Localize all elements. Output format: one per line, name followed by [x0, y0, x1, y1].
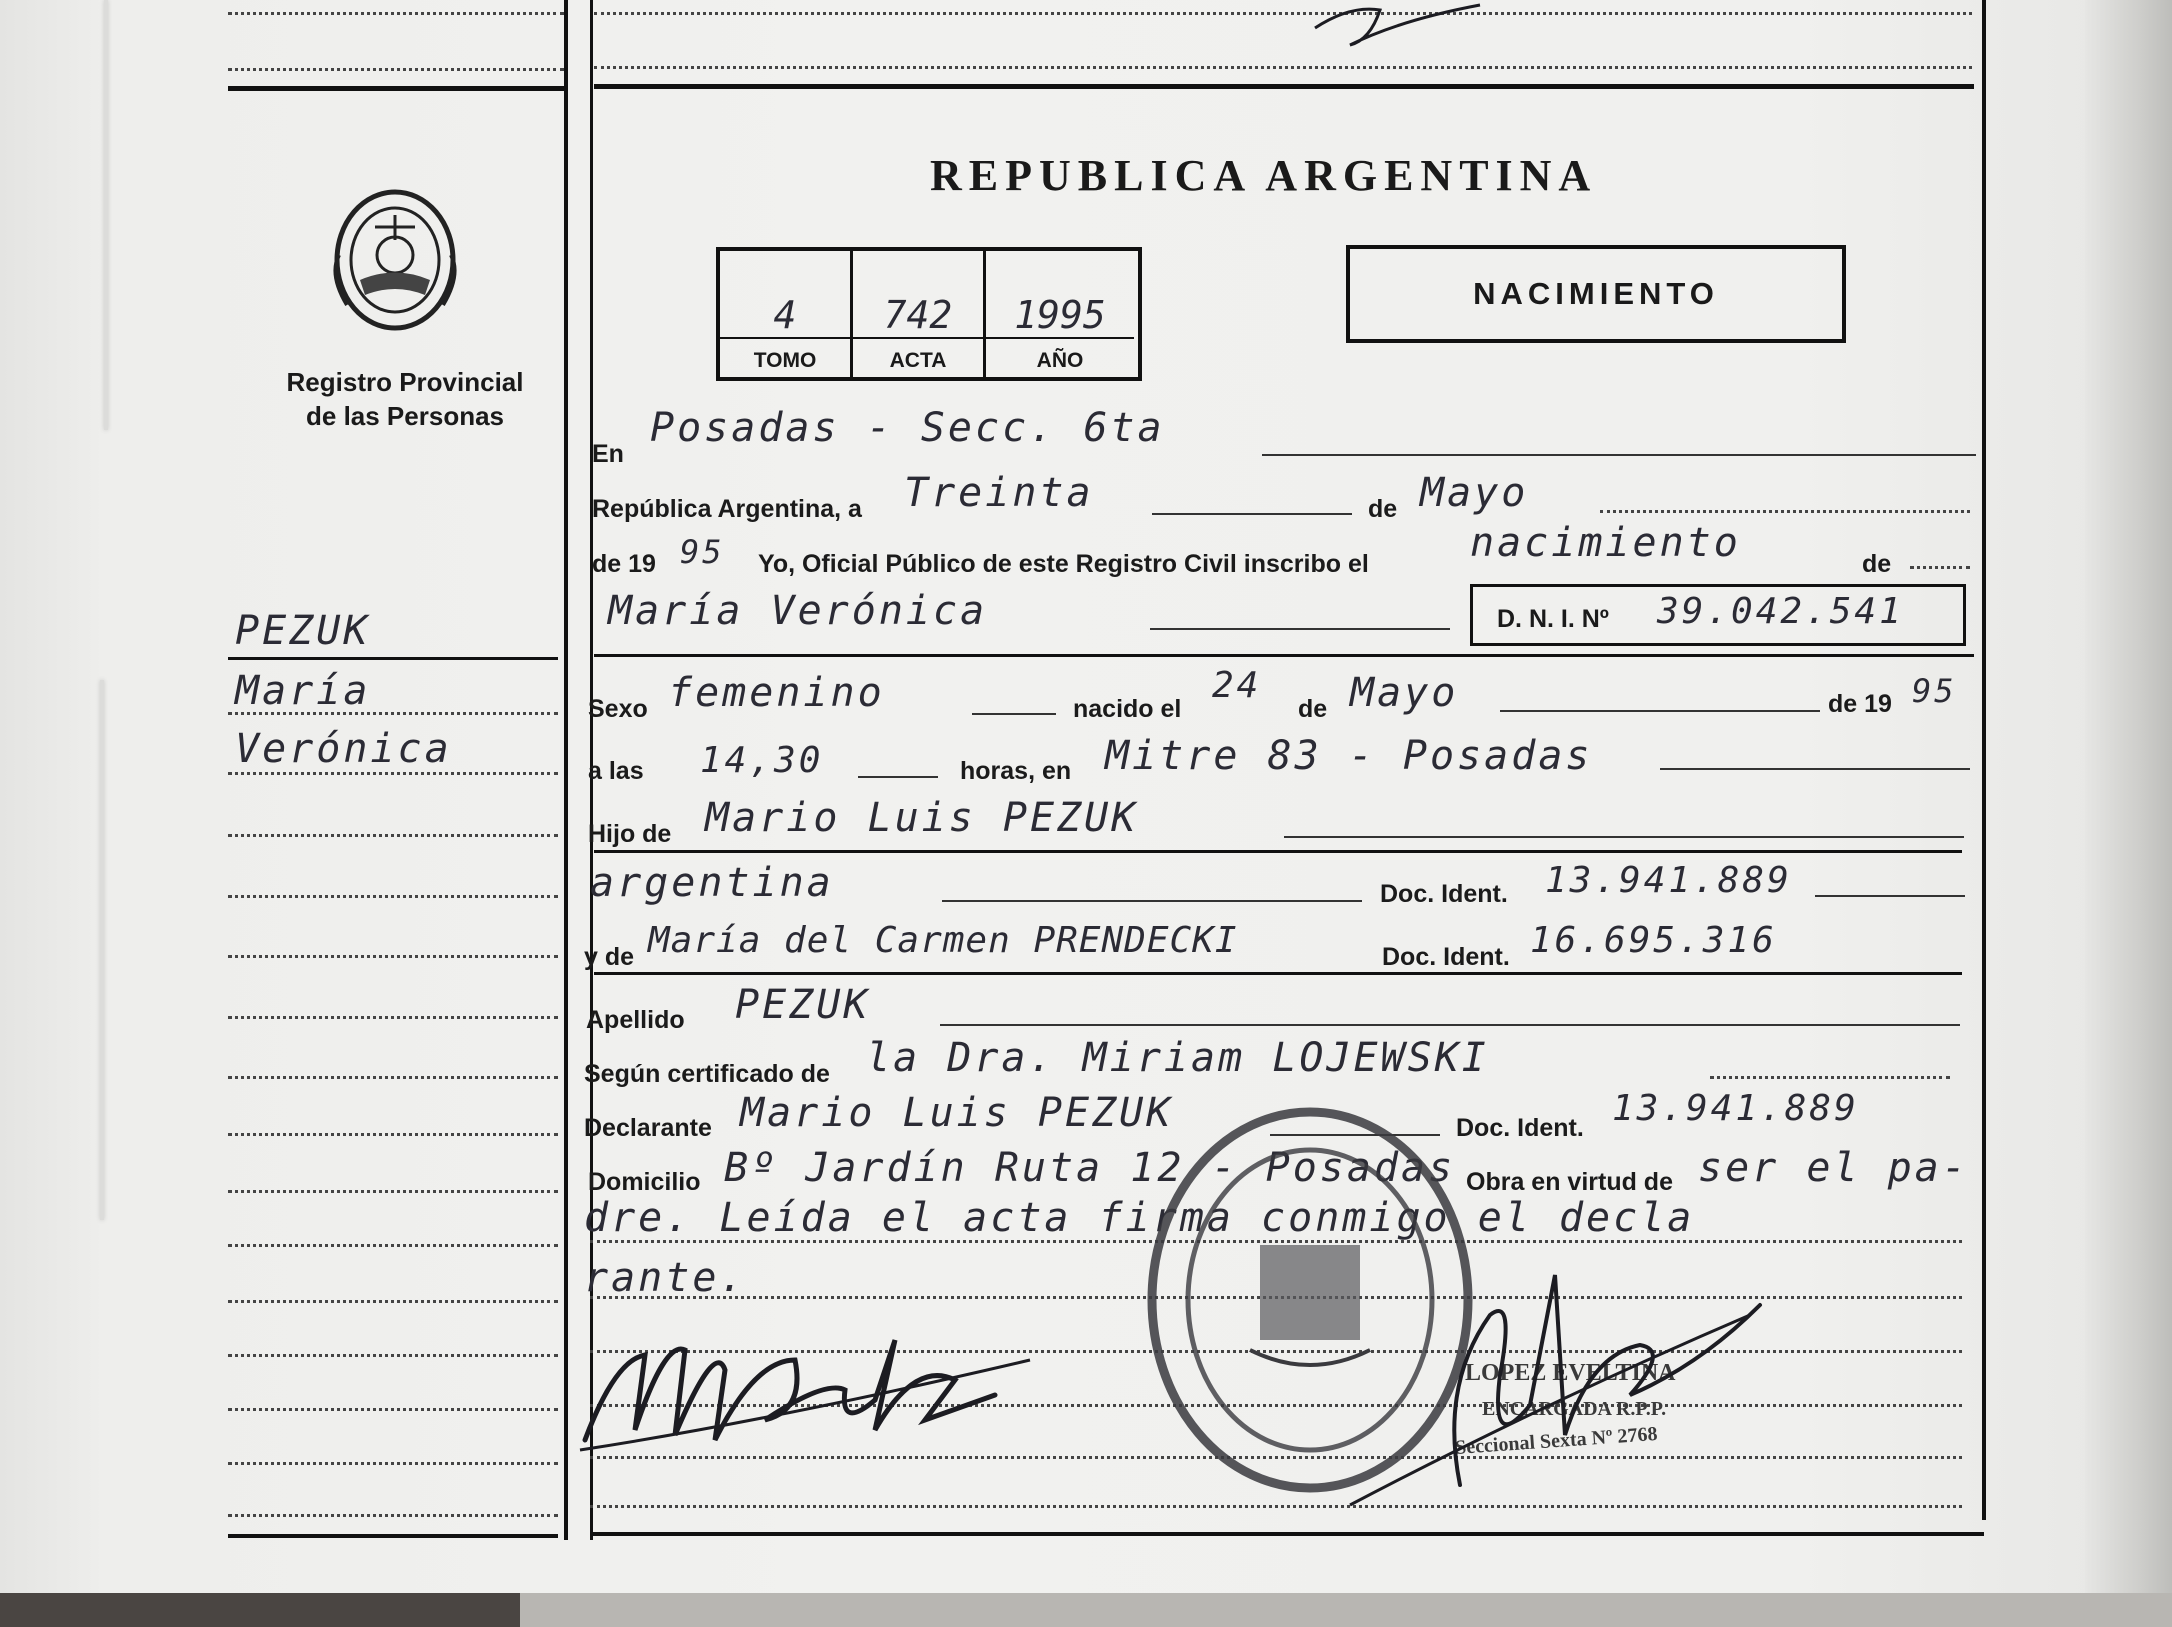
- dotted-line: [228, 1354, 558, 1357]
- doc-ident-label: Doc. Ident.: [1380, 880, 1508, 908]
- fill-line: [1815, 895, 1965, 897]
- declarante-label: Declarante: [584, 1114, 712, 1142]
- tomo-value: 4: [773, 293, 797, 337]
- sexo-label: Sexo: [588, 695, 648, 723]
- officer-section: Seccional Sexta Nº 2768: [1454, 1422, 1659, 1460]
- time-value: 14,30: [700, 740, 824, 781]
- dotted-line: [228, 1190, 558, 1193]
- divider: [594, 850, 1962, 853]
- ano-label: AÑO: [1036, 349, 1084, 372]
- alas-label: a las: [588, 757, 644, 785]
- year-value: 95: [680, 533, 725, 571]
- dotted-line: [228, 1462, 558, 1465]
- dotted-line: [228, 1076, 558, 1079]
- tomo-label: TOMO: [753, 349, 817, 372]
- ano-value: 1995: [1014, 293, 1106, 337]
- margin-middlename: Verónica: [235, 726, 452, 772]
- yo-label: Yo, Oficial Público de este Registro Civil inscribo el: [758, 550, 1369, 578]
- dotted-line: [594, 66, 1972, 69]
- dotted-line: [1910, 566, 1970, 569]
- inscribo-value: nacimiento: [1470, 520, 1741, 566]
- horas-label: horas, en: [960, 757, 1072, 785]
- tomo-cell: [720, 251, 853, 377]
- sexo-value: femenino: [668, 670, 885, 716]
- registry-name-line2: de las Personas: [306, 401, 504, 431]
- provincial-seal-icon: [325, 185, 465, 335]
- nacido-label: nacido el: [1073, 695, 1182, 723]
- dotted-line: [1600, 510, 1970, 513]
- dotted-line: [228, 1408, 558, 1411]
- dotted-line: [228, 12, 564, 15]
- child-name-value: María Verónica: [608, 588, 988, 634]
- declarante-signature: [575, 1300, 1035, 1460]
- dotted-line: [1710, 1076, 1950, 1079]
- dotted-line: [228, 68, 564, 71]
- dotted-line: [594, 12, 1972, 15]
- officer-signature: [1340, 1255, 1780, 1520]
- birth-year-prefix: de 19: [1828, 690, 1892, 718]
- observation-line-3: rante.: [584, 1255, 747, 1301]
- fill-line: [1660, 768, 1970, 770]
- doc-ident-label-3: Doc. Ident.: [1456, 1114, 1584, 1142]
- dotted-line: [228, 1514, 558, 1517]
- domicilio-label: Domicilio: [588, 1168, 701, 1196]
- record-type-label: NACIMIENTO: [1473, 276, 1719, 311]
- birth-day-value: 24: [1212, 665, 1262, 706]
- day-value: Treinta: [904, 470, 1094, 516]
- dotted-line: [228, 1016, 558, 1019]
- place-value: Mitre 83 - Posadas: [1105, 733, 1593, 779]
- fill-line: [942, 900, 1362, 902]
- margin-underline: [228, 657, 558, 660]
- month-value: Mayo: [1420, 470, 1529, 516]
- divider: [594, 84, 1974, 89]
- doc-ident-label-2: Doc. Ident.: [1382, 943, 1510, 971]
- declarante-doc-value: 13.941.889: [1612, 1088, 1859, 1129]
- father-doc-value: 13.941.889: [1545, 860, 1792, 901]
- page-edge: [2085, 0, 2172, 1627]
- acta-value: 742: [883, 293, 953, 337]
- fill-line: [1500, 710, 1820, 712]
- officer-title: ENCARGADA R.P.P.: [1482, 1398, 1667, 1420]
- fill-line: [858, 776, 938, 778]
- margin-firstname: María: [235, 668, 371, 714]
- acta-cell: [853, 251, 986, 377]
- dotted-line: [228, 772, 558, 775]
- officer-name: LOPEZ EVELTINA: [1465, 1360, 1676, 1386]
- declarante-value: Mario Luis PEZUK: [740, 1090, 1174, 1136]
- dotted-line: [228, 1133, 558, 1136]
- fill-line: [972, 713, 1056, 715]
- column-divider: [564, 0, 568, 1540]
- binding-gutter: [100, 680, 104, 1220]
- segun-value: la Dra. Miriam LOJEWSKI: [866, 1035, 1489, 1081]
- dotted-line: [228, 712, 558, 715]
- segun-label: Según certificado de: [584, 1060, 830, 1088]
- birth-year-value: 95: [1912, 672, 1957, 710]
- mother-value: María del Carmen PRENDECKI: [648, 920, 1238, 961]
- binding-gutter: [104, 0, 108, 430]
- obra-label: Obra en virtud de: [1466, 1168, 1673, 1196]
- fill-line: [940, 1024, 1960, 1026]
- apellido-value: PEZUK: [735, 982, 871, 1028]
- en-value: Posadas - Secc. 6ta: [650, 405, 1165, 451]
- dni-box: [1470, 584, 1966, 646]
- birth-month-value: Mayo: [1350, 670, 1459, 716]
- frame-border: [1982, 0, 1986, 1520]
- dotted-line: [228, 834, 558, 837]
- dotted-line: [228, 895, 558, 898]
- record-number-box: [716, 247, 1142, 381]
- divider: [228, 1534, 558, 1538]
- acta-label: ACTA: [889, 349, 947, 372]
- domicilio-value: Bº Jardín Ruta 12 - Posadas: [724, 1145, 1456, 1191]
- ano-cell: [986, 251, 1134, 377]
- divider: [594, 972, 1962, 975]
- top-partial-signature: [1310, 0, 1490, 50]
- de-label: de: [1368, 495, 1398, 523]
- dni-value: 39.042.541: [1657, 591, 1904, 632]
- obra-value: ser el pa-: [1698, 1145, 1969, 1191]
- father-nationality-value: argentina: [590, 860, 834, 906]
- republica-label: República Argentina, a: [592, 495, 862, 523]
- yde-label: y de: [584, 943, 635, 971]
- fill-line: [1152, 513, 1352, 515]
- year-prefix: de 19: [592, 550, 656, 578]
- fill-line: [1262, 454, 1976, 456]
- en-label: En: [592, 440, 624, 468]
- margin-surname: PEZUK: [235, 608, 371, 654]
- divider: [228, 86, 566, 91]
- de-label-2: de: [1862, 550, 1892, 578]
- fill-line: [1150, 628, 1450, 630]
- mother-doc-value: 16.695.316: [1530, 920, 1777, 961]
- divider: [590, 1532, 1984, 1536]
- dni-label: D. N. I. Nº: [1497, 605, 1609, 633]
- dotted-line: [228, 955, 558, 958]
- fill-line: [1284, 836, 1964, 838]
- observation-line-2: dre. Leída el acta firma conmigo el decla: [584, 1195, 1695, 1241]
- divider: [594, 654, 1974, 657]
- de-label-3: de: [1298, 695, 1328, 723]
- dotted-line: [228, 1300, 558, 1303]
- record-type-box: [1346, 245, 1846, 343]
- hijo-label: Hijo de: [588, 820, 672, 848]
- dotted-line: [228, 1244, 558, 1247]
- father-value: Mario Luis PEZUK: [705, 795, 1139, 841]
- background-strip: [0, 1593, 2172, 1627]
- apellido-label: Apellido: [586, 1006, 685, 1034]
- registry-name-line1: Registro Provincial: [286, 367, 524, 397]
- country-title: REPUBLICA ARGENTINA: [930, 151, 1598, 200]
